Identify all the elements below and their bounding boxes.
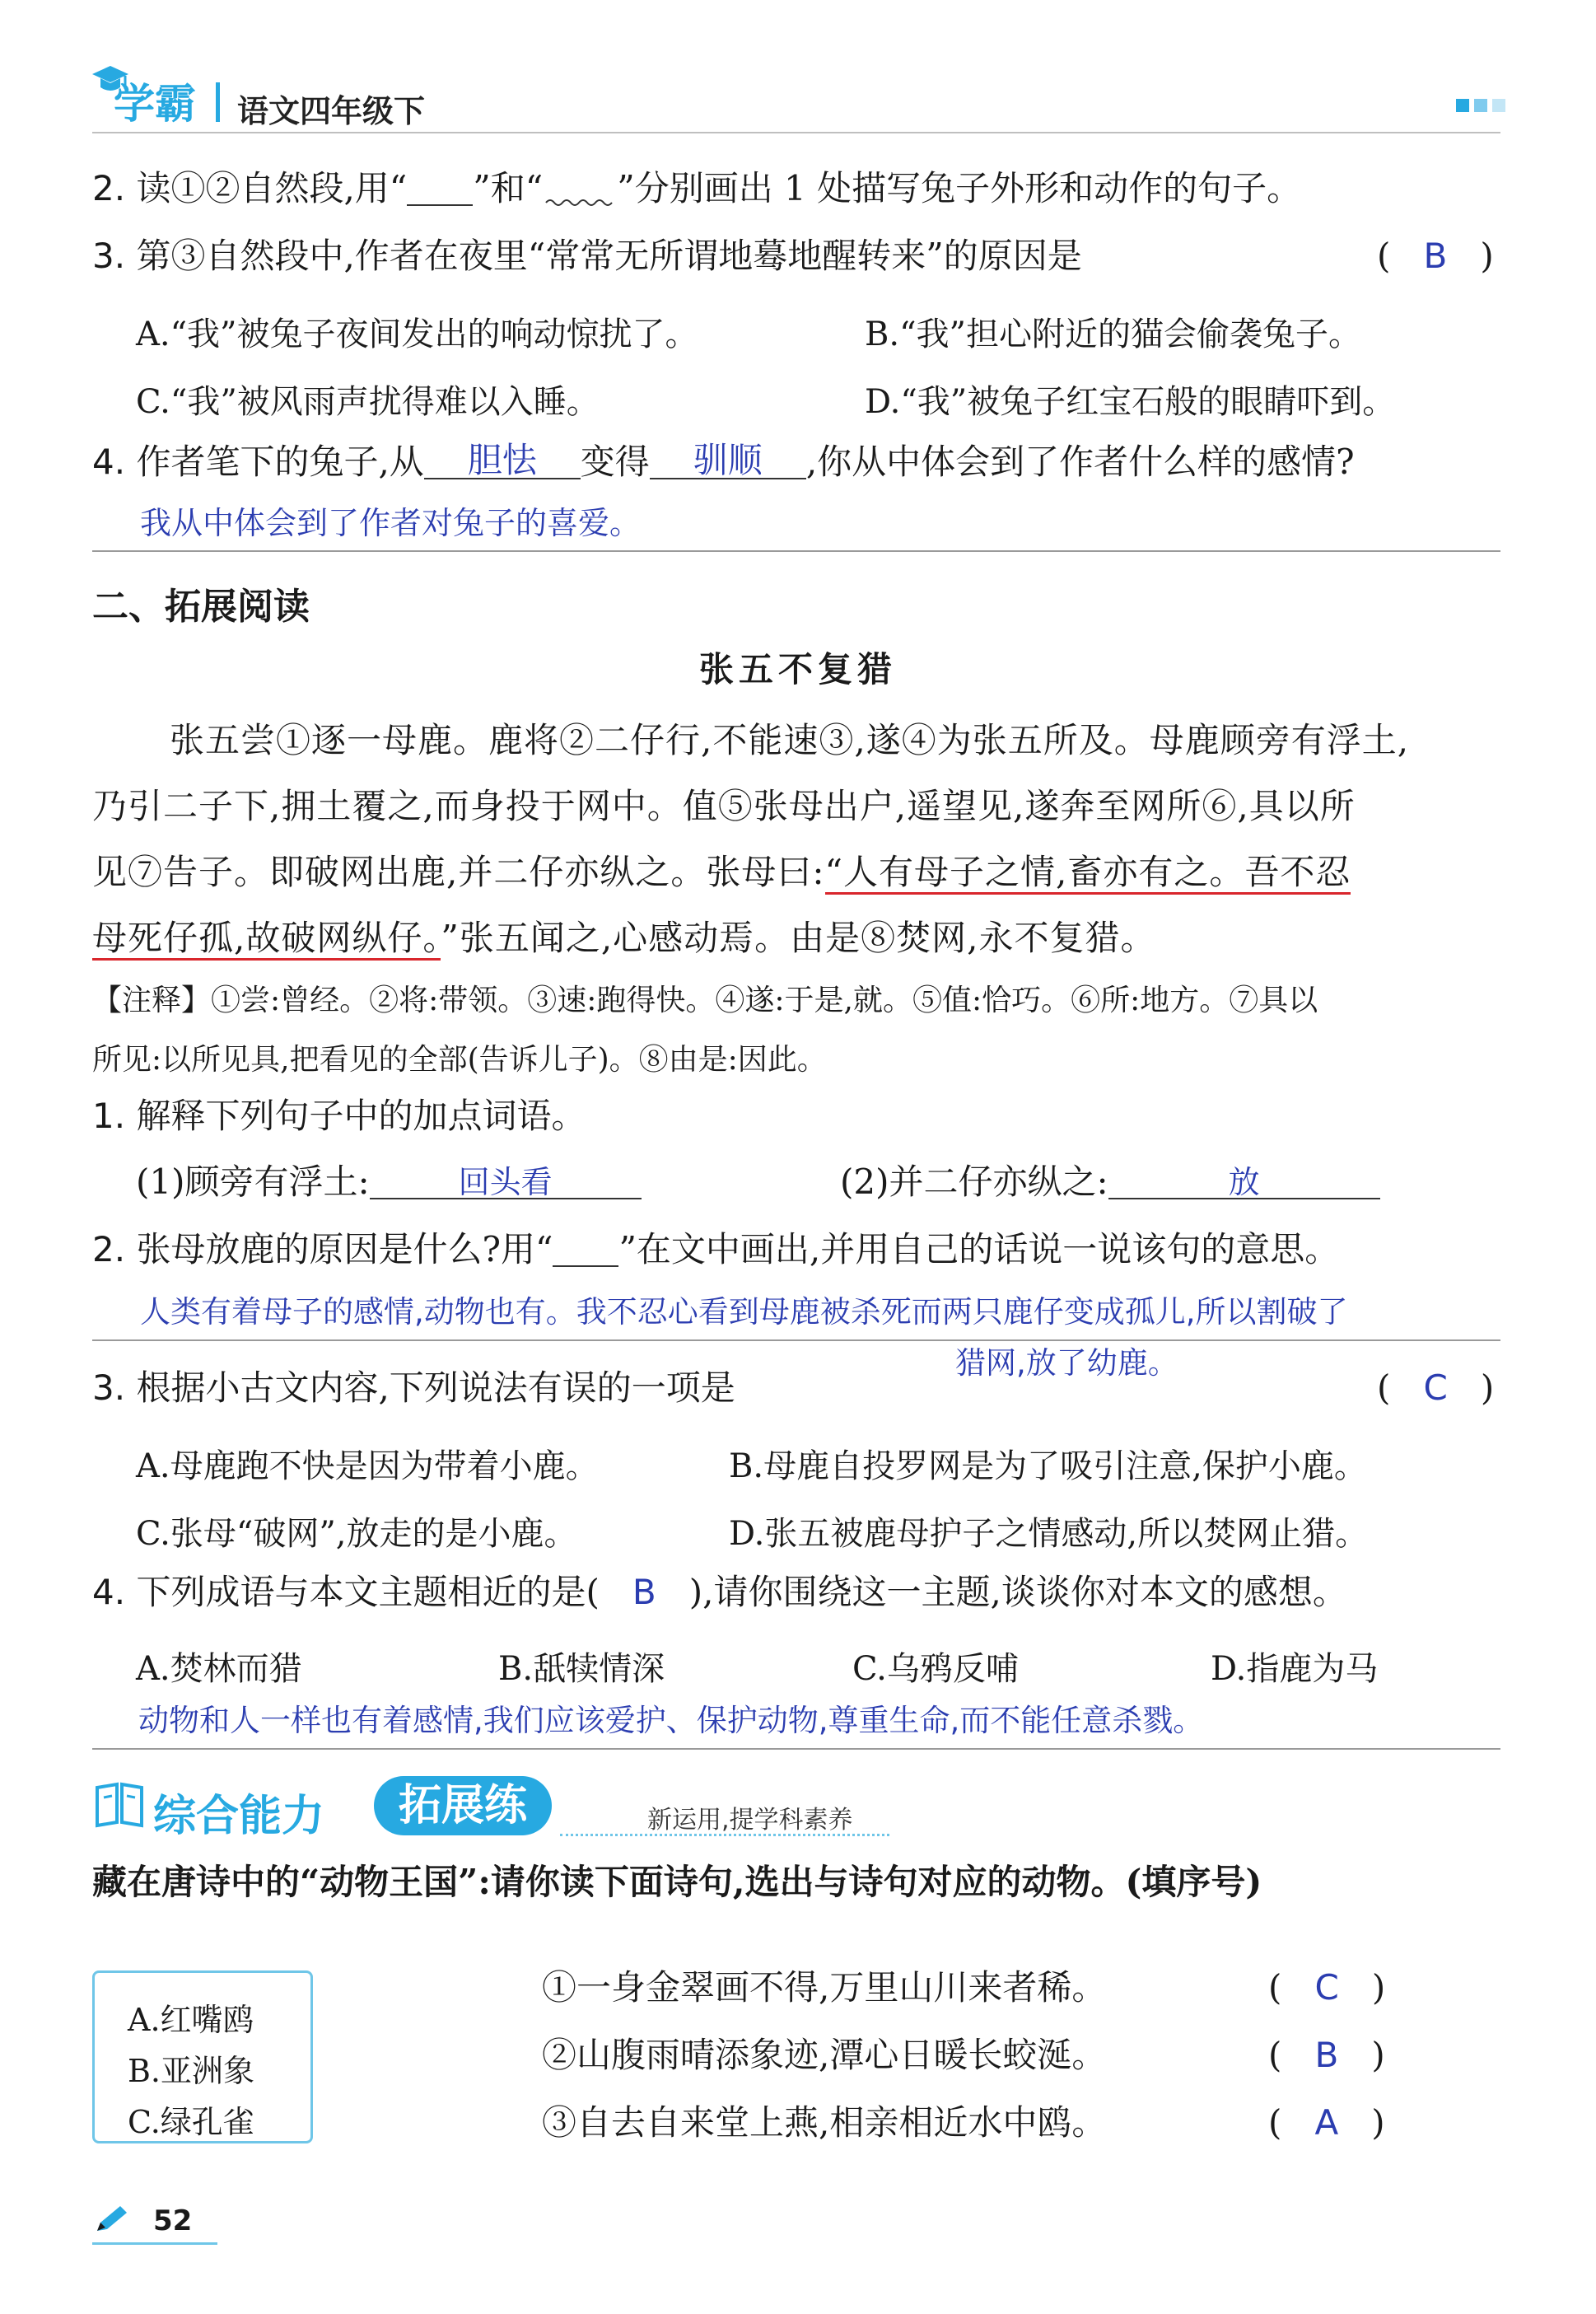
answer-letter: C bbox=[1423, 1367, 1448, 1408]
passage-title: 张五不复猎 bbox=[698, 649, 897, 690]
page-number: 52 bbox=[153, 2204, 193, 2237]
animal-choice: A.红嘴鸥 bbox=[128, 2002, 254, 2038]
straight-underline-mark bbox=[407, 176, 473, 206]
poem-answer-slot: ( B ) bbox=[1268, 2035, 1385, 2075]
pencil-icon bbox=[92, 2203, 133, 2236]
p2-q1 bbox=[92, 1096, 586, 1136]
header-separator bbox=[216, 82, 220, 122]
passage-line bbox=[92, 911, 1156, 961]
answer-blank: 驯顺 bbox=[650, 443, 806, 479]
p2-q3-option-d: D.张五被鹿母护子之情感动,所以焚网止猎。 bbox=[729, 1515, 1369, 1553]
q-text: 张母放鹿的原因是什么?用“ bbox=[136, 1229, 553, 1269]
animal-choices-box bbox=[92, 1970, 313, 2143]
q-text: 第③自然段中,作者在夜里“常常无所谓地蓦地醒转来”的原因是 bbox=[136, 236, 1082, 276]
q-number: 3. bbox=[92, 236, 126, 276]
answer-line bbox=[92, 1339, 1500, 1341]
p2-q4-option-a: A.焚林而猎 bbox=[136, 1650, 302, 1688]
q-text: 解释下列句子中的加点词语。 bbox=[136, 1096, 586, 1136]
answer-blank: 胆怯 bbox=[424, 443, 581, 479]
p2-q4 bbox=[92, 1572, 1347, 1612]
q-text: 作者笔下的兔子,从 bbox=[136, 442, 424, 482]
footer-rule bbox=[92, 2242, 217, 2245]
underlined-answer: “人有母子之情,畜亦有之。吾不忍 bbox=[825, 852, 1351, 895]
underlined-answer: 母死仔孤,故破网纵仔。 bbox=[92, 918, 441, 961]
answer-blank: 回头看 bbox=[370, 1166, 642, 1199]
p2-q4-option-c: C.乌鸦反哺 bbox=[852, 1650, 1019, 1688]
p1-q3-option-d: D.“我”被兔子红宝石般的眼睛吓到。 bbox=[865, 383, 1396, 421]
poem-line: ③自去自来堂上燕,相亲相近水中鸥。 bbox=[542, 2102, 1107, 2143]
p1-q4-answer: 我从中体会到了作者对兔子的喜爱。 bbox=[140, 505, 642, 541]
poem-answer-slot: ( A ) bbox=[1268, 2102, 1385, 2143]
answer-letter: B bbox=[1423, 236, 1448, 276]
p2-q3-option-c: C.张母“破网”,放走的是小鹿。 bbox=[136, 1515, 577, 1553]
q-text: ”在文中画出,并用自己的话说一说该句的意思。 bbox=[618, 1229, 1340, 1269]
q-text: ”和“ bbox=[473, 168, 544, 208]
p1-q3-answer-slot: ( B ) bbox=[1377, 236, 1494, 276]
p2-q3-answer-slot: ( C ) bbox=[1377, 1367, 1495, 1408]
q-number: 1. bbox=[92, 1096, 126, 1136]
p1-q3-option-a: A.“我”被兔子夜间发出的响动惊扰了。 bbox=[136, 316, 698, 353]
annotation-line: 【注释】①尝:曾经。②将:带领。③速:跑得快。④遂:于是,就。⑤值:恰巧。⑥所:地方。⑦具以 bbox=[92, 984, 1318, 1017]
q-text: 根据小古文内容,下列说法有误的一项是 bbox=[136, 1367, 735, 1408]
q-text: (2)并二仔亦纵之: bbox=[840, 1162, 1108, 1202]
p1-q3-option-b: B.“我”担心附近的猫会偷袭兔子。 bbox=[865, 316, 1362, 353]
animal-choice: C.绿孔雀 bbox=[128, 2104, 254, 2140]
passage-text: 见⑦告子。即破网出鹿,并二仔亦纵之。张母曰: bbox=[92, 852, 825, 892]
banner-dotted-rule bbox=[560, 1834, 889, 1836]
banner-subtitle: 新运用,提学科素养 bbox=[647, 1806, 853, 1835]
wavy-underline-mark bbox=[543, 173, 617, 206]
annotation-line: 所见:以所见具,把看见的全部(告诉儿子)。⑧由是:因此。 bbox=[92, 1043, 827, 1077]
banner-title: 综合能力 bbox=[153, 1792, 325, 1841]
straight-underline-mark bbox=[553, 1237, 618, 1267]
p1-q3-option-c: C.“我”被风雨声扰得难以入睡。 bbox=[136, 383, 600, 421]
p2-q1-sub1 bbox=[136, 1162, 642, 1202]
answer-letter: B bbox=[1314, 2035, 1339, 2075]
p2-q3-option-a: A.母鹿跑不快是因为带着小鹿。 bbox=[136, 1447, 599, 1485]
p1-q3 bbox=[92, 236, 1082, 276]
q-text: (1)顾旁有浮土: bbox=[136, 1162, 370, 1202]
p2-q2 bbox=[92, 1229, 1340, 1269]
header-rule bbox=[92, 132, 1500, 133]
passage-line: 乃引二子下,拥土覆之,而身投于网中。值⑤张母出户,遥望见,遂奔至网所⑥,具以所 bbox=[92, 786, 1356, 826]
p2-q1-sub2 bbox=[840, 1162, 1380, 1202]
p3-question: 藏在唐诗中的“动物王国”:请你读下面诗句,选出与诗句对应的动物。(填序号) bbox=[92, 1862, 1262, 1902]
q-number: 2. bbox=[92, 168, 126, 208]
p2-q3-option-b: B.母鹿自投罗网是为了吸引注意,保护小鹿。 bbox=[729, 1447, 1367, 1485]
answer-letter: C bbox=[1314, 1967, 1339, 2008]
p2-q4-option-d: D.指鹿为马 bbox=[1211, 1650, 1379, 1688]
p2-q3 bbox=[92, 1367, 735, 1408]
p1-q4 bbox=[92, 440, 1355, 482]
header-decoration bbox=[1456, 99, 1505, 112]
p2-q2-answer: 猎网,放了幼鹿。 bbox=[955, 1345, 1178, 1381]
q-number: 3. bbox=[92, 1367, 126, 1408]
brand-logo: 学霸 bbox=[114, 80, 196, 128]
answer-line bbox=[92, 1748, 1500, 1750]
poem-line: ①一身金翠画不得,万里山川来者稀。 bbox=[542, 1967, 1107, 2008]
answer-letter: A bbox=[1314, 2102, 1339, 2143]
p2-q4-option-b: B.舐犊情深 bbox=[498, 1650, 665, 1688]
q-number: 4. bbox=[92, 1572, 126, 1612]
q-text: ),请你围绕这一主题,谈谈你对本文的感想。 bbox=[688, 1572, 1347, 1612]
section-heading: 二、拓展阅读 bbox=[92, 586, 310, 628]
answer-blank: 放 bbox=[1108, 1166, 1380, 1199]
animal-choice: B.亚洲象 bbox=[128, 2053, 255, 2089]
answer-letter: B bbox=[632, 1572, 656, 1612]
page-header bbox=[0, 0, 1596, 140]
q-text: ,你从中体会到了作者什么样的感情? bbox=[805, 442, 1355, 482]
p2-q4-response: 动物和人一样也有着感情,我们应该爱护、保护动物,尊重生命,而不能任意杀戮。 bbox=[138, 1703, 1204, 1738]
q-number: 2. bbox=[92, 1229, 126, 1269]
answer-line bbox=[92, 550, 1500, 552]
book-title: 语文四年级下 bbox=[237, 92, 426, 129]
p2-q2-answer: 人类有着母子的感情,动物也有。我不忍心看到母鹿被杀死而两只鹿仔变成孤儿,所以割破了 bbox=[140, 1294, 1348, 1330]
passage-line: 张五尝①逐一母鹿。鹿将②二仔行,不能速③,遂④为张五所及。母鹿顾旁有浮土, bbox=[170, 720, 1410, 760]
passage-text: ”张五闻之,心感动焉。由是⑧焚网,永不复猎。 bbox=[441, 918, 1156, 958]
q-text: 下列成语与本文主题相近的是( bbox=[136, 1572, 600, 1612]
banner-pill: 拓展练 bbox=[374, 1776, 552, 1835]
passage-line bbox=[92, 845, 1351, 895]
poem-answer-slot: ( C ) bbox=[1268, 1967, 1386, 2008]
notebook-icon bbox=[92, 1779, 147, 1829]
p1-q2 bbox=[92, 168, 1302, 208]
q-text: 读①②自然段,用“ bbox=[136, 168, 408, 208]
q-text: ”分别画出 1 处描写兔子外形和动作的句子。 bbox=[617, 168, 1302, 208]
poem-line: ②山腹雨晴添象迹,潭心日暖长蛟涎。 bbox=[542, 2035, 1107, 2075]
q-text: 变得 bbox=[580, 442, 650, 482]
q-number: 4. bbox=[92, 442, 126, 482]
